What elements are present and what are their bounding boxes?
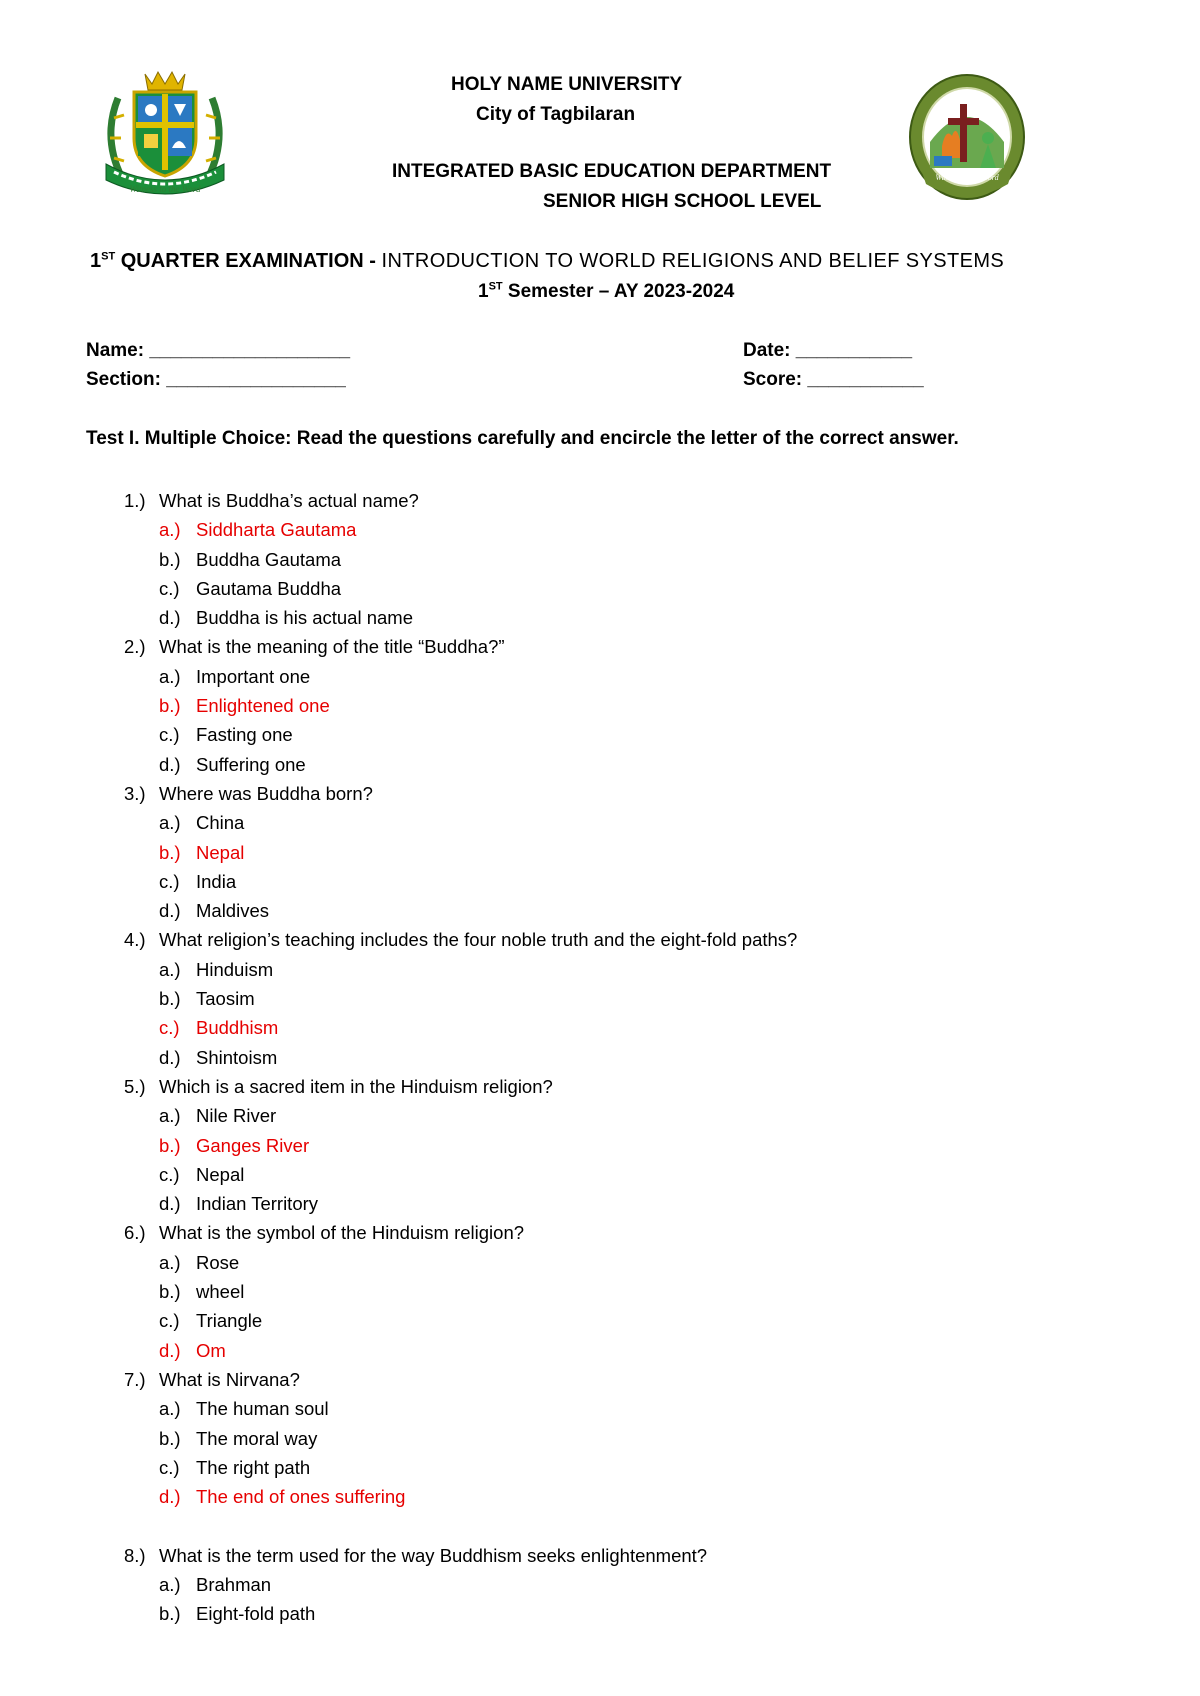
option-text: Buddha is his actual name <box>196 607 413 629</box>
option-letter: a.) <box>159 1251 181 1273</box>
option-text: Suffering one <box>196 753 306 775</box>
option-text: Nile River <box>196 1105 277 1127</box>
answer-option[interactable] <box>0 1160 1200 1189</box>
question-text: What is Nirvana? <box>159 1368 300 1390</box>
option-letter: a.) <box>159 958 181 980</box>
department-name: INTEGRATED BASIC EDUCATION DEPARTMENT <box>392 161 832 182</box>
answer-option[interactable] <box>0 1101 1200 1130</box>
option-text: Triangle <box>196 1310 263 1332</box>
question-number: 1.) <box>124 490 146 511</box>
option-letter: d.) <box>159 1046 181 1068</box>
answer-option[interactable] <box>0 662 1200 691</box>
option-text: India <box>196 870 237 892</box>
question-number: 7.) <box>124 1368 146 1390</box>
question-item <box>0 632 1200 661</box>
answer-option[interactable] <box>0 720 1200 749</box>
answer-option[interactable] <box>0 955 1200 984</box>
option-text: Enlightened one <box>196 695 330 717</box>
option-letter: c.) <box>159 1456 180 1478</box>
option-letter: c.) <box>159 724 180 746</box>
option-text: Buddhism <box>196 1017 279 1039</box>
crest-motto: Witness to the Word <box>129 184 201 194</box>
section-field[interactable]: Section: _________________ <box>86 369 346 390</box>
option-text: Rose <box>196 1251 240 1273</box>
option-text: The human soul <box>196 1398 329 1420</box>
semester-line <box>478 281 734 303</box>
option-letter: a.) <box>159 1398 181 1420</box>
answer-option[interactable] <box>0 574 1200 603</box>
answer-option[interactable] <box>0 1043 1200 1072</box>
option-text: Brahman <box>196 1573 272 1595</box>
answer-option[interactable] <box>0 603 1200 632</box>
title-ordinal-num: 1 <box>90 250 102 272</box>
answer-option-correct[interactable] <box>0 1482 1200 1511</box>
semester-num: 1 <box>478 281 489 302</box>
option-letter: b.) <box>159 1134 181 1156</box>
option-letter: b.) <box>159 1603 181 1625</box>
answer-option[interactable] <box>0 1570 1200 1599</box>
answer-option[interactable] <box>0 1599 1200 1628</box>
option-text: Hinduism <box>196 958 274 980</box>
option-text: Gautama Buddha <box>196 577 342 599</box>
question-text: What is the meaning of the title “Buddha?” <box>159 636 505 658</box>
test-instructions: Test I. Multiple Choice: Read the questions carefully and encircle the letter of the correct answer. <box>86 428 959 449</box>
option-letter: a.) <box>159 812 181 834</box>
option-letter: d.) <box>159 753 181 775</box>
answer-option-correct[interactable] <box>0 1336 1200 1365</box>
option-text: Important one <box>196 665 311 687</box>
question-text: What is Buddha’s actual name? <box>159 490 419 511</box>
option-text: Nepal <box>196 1163 245 1185</box>
option-text: The right path <box>196 1456 311 1478</box>
option-text: Ganges River <box>196 1134 310 1156</box>
option-text: Fasting one <box>196 724 293 746</box>
question-item <box>0 1218 1200 1247</box>
option-text: China <box>196 812 245 834</box>
option-text: The moral way <box>196 1427 318 1449</box>
option-letter: c.) <box>159 870 180 892</box>
answer-option-correct[interactable] <box>0 1013 1200 1042</box>
title-ordinal-sup: ST <box>101 250 116 263</box>
answer-option[interactable] <box>0 867 1200 896</box>
option-letter: b.) <box>159 1427 181 1449</box>
question-text: What is the symbol of the Hinduism religion? <box>159 1222 525 1244</box>
answer-option[interactable] <box>0 1394 1200 1423</box>
option-letter: c.) <box>159 1163 180 1185</box>
answer-option[interactable] <box>0 1306 1200 1335</box>
name-field[interactable]: Name: ___________________ <box>86 340 351 361</box>
question-number: 8.) <box>124 1544 146 1566</box>
answer-option-correct[interactable] <box>0 838 1200 867</box>
option-text: The end of ones suffering <box>196 1486 406 1508</box>
option-letter: b.) <box>159 548 181 570</box>
option-letter: a.) <box>159 1573 181 1595</box>
option-text: Siddharta Gautama <box>196 519 357 541</box>
city-name: City of Tagbilaran <box>476 104 636 125</box>
option-letter: d.) <box>159 900 181 922</box>
question-text: What is the term used for the way Buddhism seeks enlightenment? <box>159 1544 708 1566</box>
question-list <box>0 486 1200 1629</box>
question-item <box>0 1541 1200 1570</box>
answer-option-correct[interactable] <box>0 1131 1200 1160</box>
seal-motto: Witness to the Word <box>935 173 999 182</box>
question-item <box>0 779 1200 808</box>
semester-sup: ST <box>488 280 503 293</box>
question-item <box>0 925 1200 954</box>
date-field[interactable]: Date: ___________ <box>743 340 913 361</box>
answer-option[interactable] <box>0 896 1200 925</box>
department-seal-logo <box>908 72 1026 202</box>
option-letter: c.) <box>159 1017 180 1039</box>
title-subject: INTRODUCTION TO WORLD RELIGIONS AND BELIEF SYSTEMS <box>381 250 1005 272</box>
option-letter: b.) <box>159 1281 181 1303</box>
question-text: Where was Buddha born? <box>159 782 373 804</box>
option-letter: c.) <box>159 1310 180 1332</box>
question-number: 5.) <box>124 1075 146 1097</box>
option-letter: a.) <box>159 665 181 687</box>
answer-option[interactable] <box>0 750 1200 779</box>
title-quarter: QUARTER EXAMINATION - <box>115 250 382 272</box>
option-letter: b.) <box>159 988 181 1010</box>
question-number: 6.) <box>124 1222 146 1244</box>
answer-option[interactable] <box>0 808 1200 837</box>
answer-option[interactable] <box>0 1248 1200 1277</box>
question-number: 3.) <box>124 782 146 804</box>
answer-option-correct[interactable] <box>0 691 1200 720</box>
option-letter: d.) <box>159 607 181 629</box>
university-crest-logo <box>100 68 230 200</box>
answer-option[interactable] <box>0 545 1200 574</box>
answer-option[interactable] <box>0 1424 1200 1453</box>
answer-option-correct[interactable] <box>0 515 1200 544</box>
option-text: Eight-fold path <box>196 1603 316 1625</box>
question-item <box>0 1072 1200 1101</box>
answer-option[interactable] <box>0 1453 1200 1482</box>
option-letter: d.) <box>159 1339 181 1361</box>
semester-text: Semester – AY 2023-2024 <box>502 281 735 302</box>
option-letter: b.) <box>159 695 181 717</box>
score-field[interactable]: Score: ___________ <box>743 369 924 390</box>
answer-option[interactable] <box>0 984 1200 1013</box>
answer-option[interactable] <box>0 1277 1200 1306</box>
exam-title <box>90 250 1004 273</box>
option-text: Indian Territory <box>196 1193 319 1215</box>
university-name: HOLY NAME UNIVERSITY <box>451 74 683 95</box>
option-text: wheel <box>196 1281 245 1303</box>
question-item <box>0 1365 1200 1394</box>
question-text: Which is a sacred item in the Hinduism religion? <box>159 1075 553 1097</box>
option-letter: d.) <box>159 1193 181 1215</box>
option-letter: d.) <box>159 1486 181 1508</box>
option-text: Nepal <box>196 841 245 863</box>
question-spacer <box>0 1511 1200 1540</box>
question-text: What religion’s teaching includes the four noble truth and the eight-fold paths? <box>159 929 798 951</box>
option-text: Om <box>196 1339 226 1361</box>
question-number: 2.) <box>124 636 146 658</box>
option-text: Maldives <box>196 900 269 922</box>
question-item <box>0 486 1200 515</box>
question-number: 4.) <box>124 929 146 951</box>
school-level: SENIOR HIGH SCHOOL LEVEL <box>543 191 822 212</box>
option-letter: a.) <box>159 1105 181 1127</box>
option-text: Buddha Gautama <box>196 548 342 570</box>
option-letter: c.) <box>159 577 180 599</box>
option-text: Shintoism <box>196 1046 278 1068</box>
option-letter: a.) <box>159 519 181 541</box>
option-text: Taosim <box>196 988 255 1010</box>
option-letter: b.) <box>159 841 181 863</box>
answer-option[interactable] <box>0 1189 1200 1218</box>
